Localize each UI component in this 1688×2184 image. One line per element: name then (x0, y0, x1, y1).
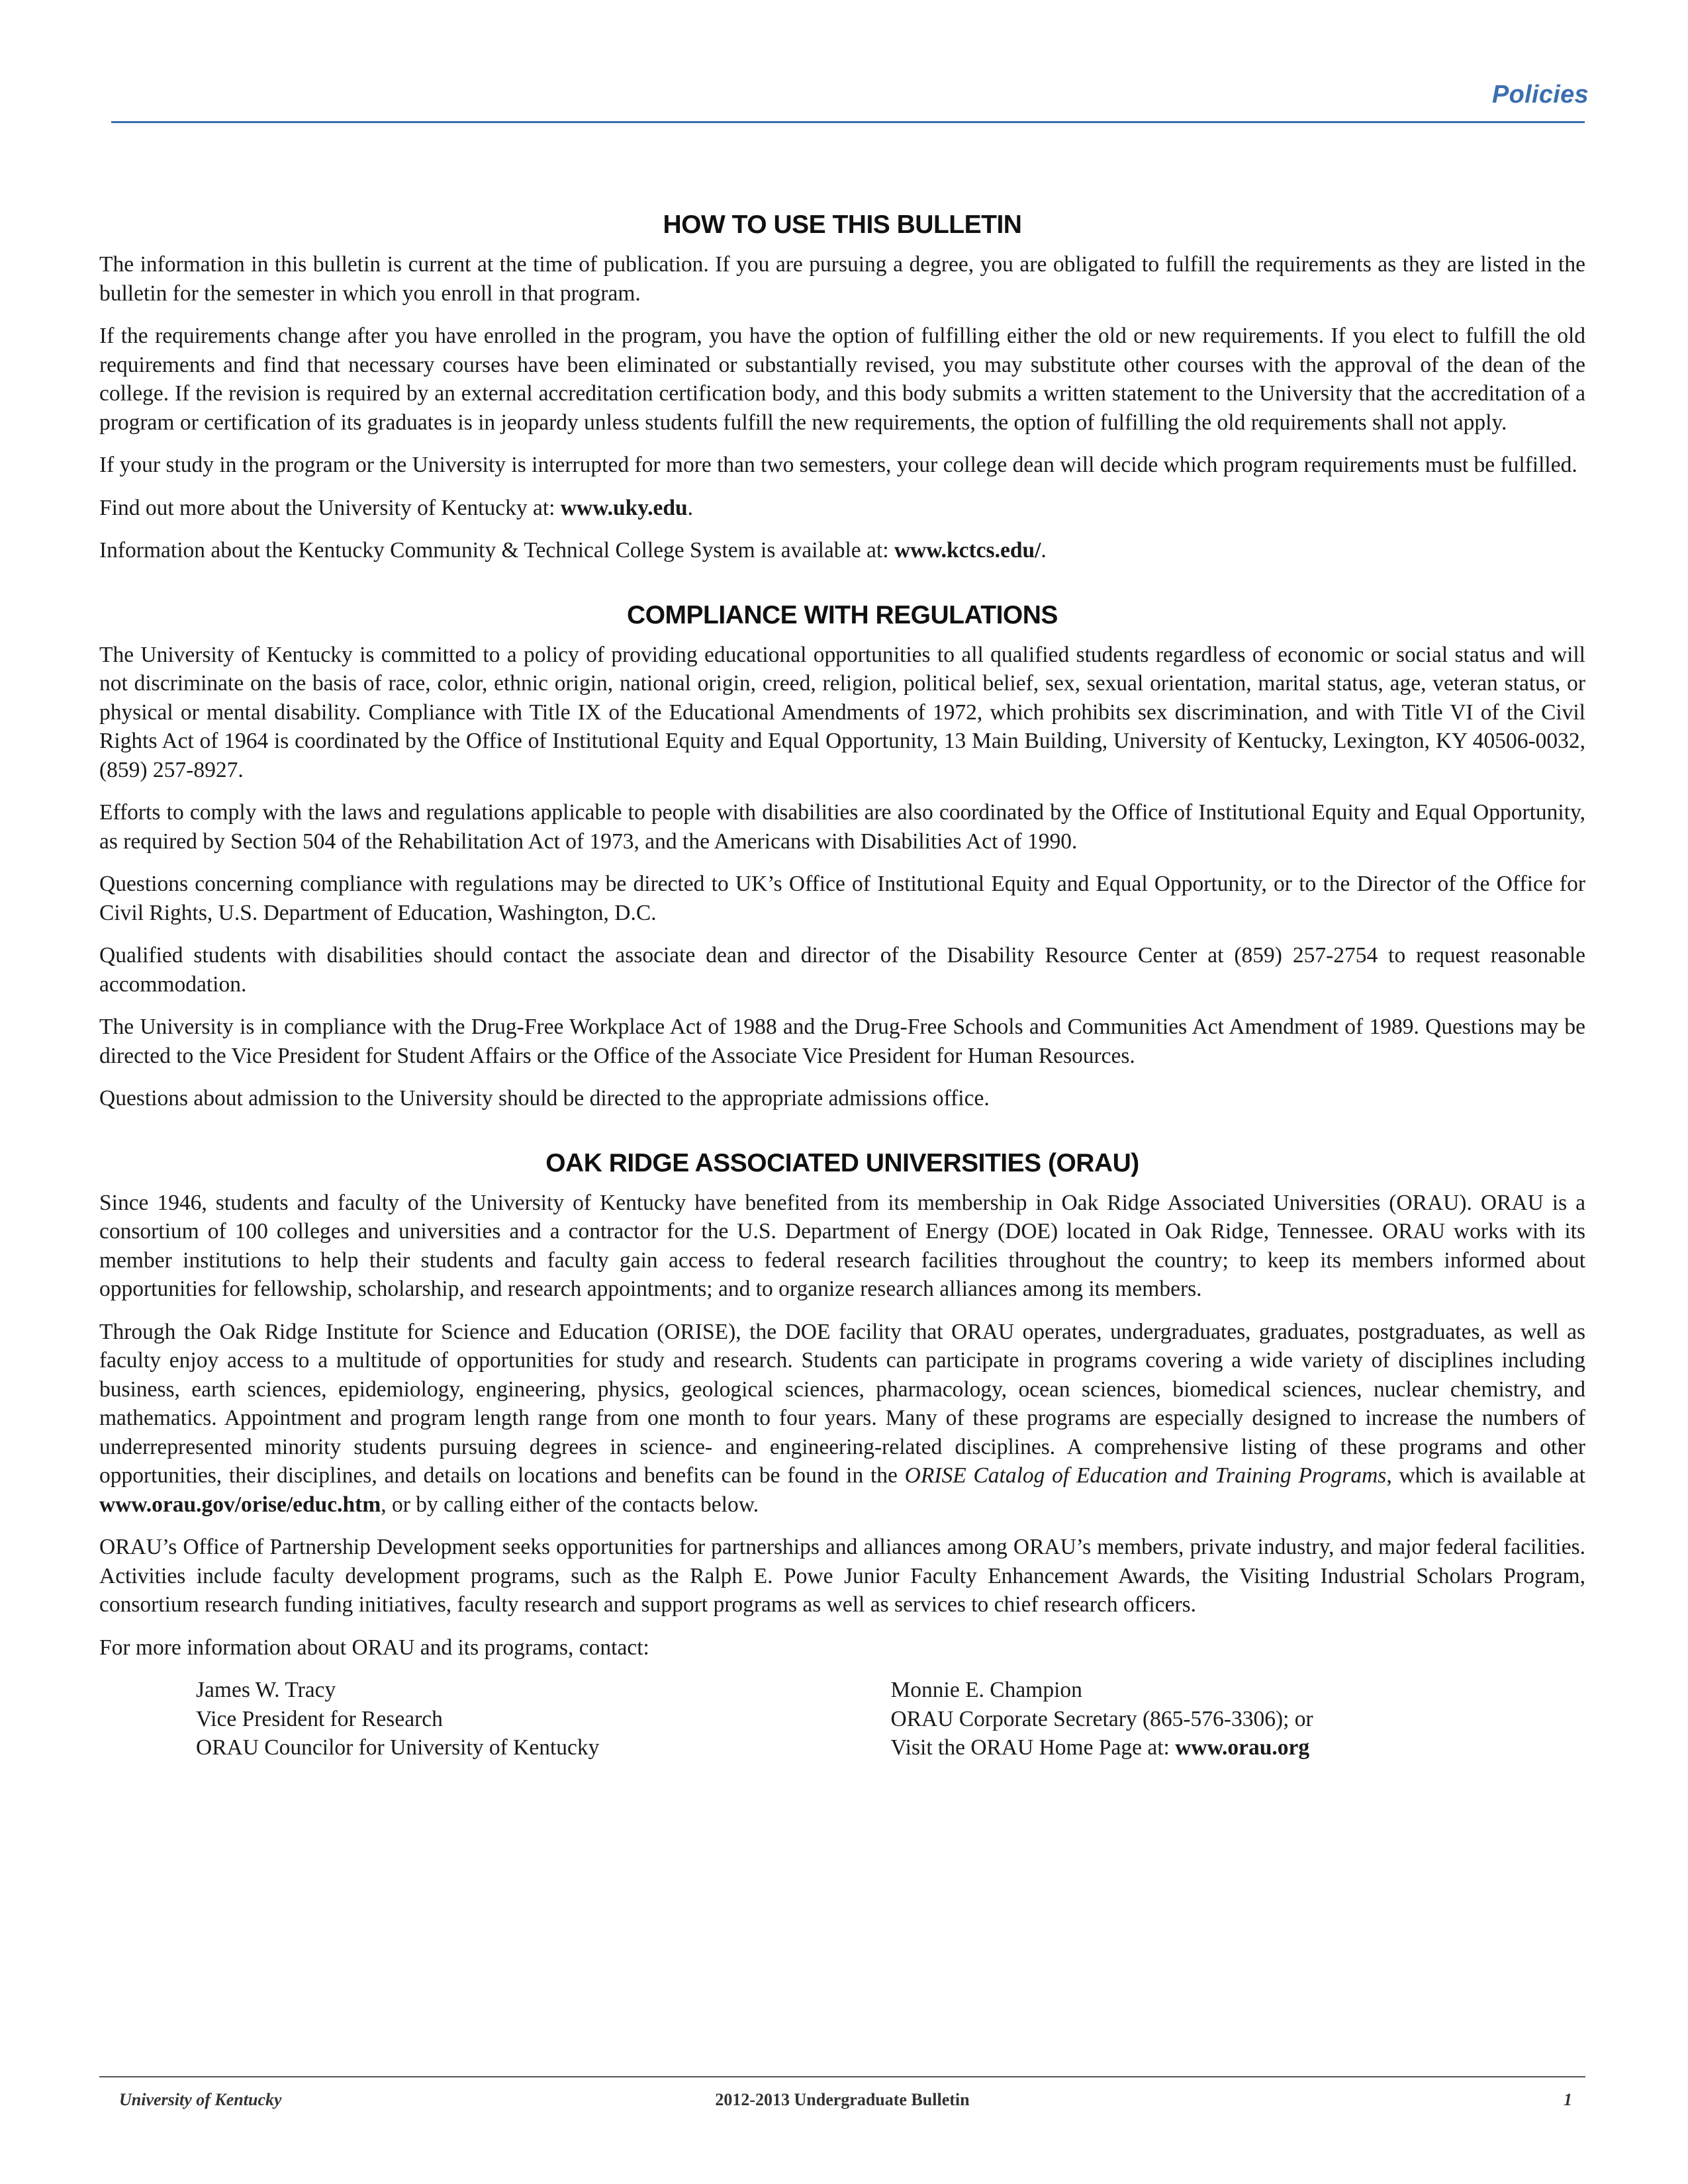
paragraph: For more information about ORAU and its programs, contact: (99, 1635, 649, 1660)
paragraph: Qualified students with disabilities should contact the associate dean and director of the Disability Resource Center at (859) 257-2754 to request reasonable accommodation. (99, 943, 1585, 997)
paragraph: Since 1946, students and faculty of the University of Kentucky have benefited from its membership in Oak Ridge Associated Universities (ORAU). ORAU is a consortium of 100 colleges and universities and a contractor for the U.S. Department of Energy (DOE) located in Oak Ridge, Tennessee. ORAU works with its member institutions to help their students and faculty gain access to federal research facilities throughout the country; to keep its members informed about opportunities for fellowship, scholarship, and research appointments; and to organize research alliances among its members. (99, 1190, 1585, 1301)
contact-left (196, 1676, 891, 1762)
paragraph: ORAU’s Office of Partnership Development seeks opportunities for partnerships and alliances among ORAU’s members, private industry, and major federal facilities. Activities include faculty development programs, such as the Ralph E. Powe Junior Faculty Enhancement Awards, the Visiting Industrial Scholars Program, consortium research funding initiatives, faculty research and support programs as well as services to chief research officers. (99, 1535, 1585, 1617)
contact-right (891, 1676, 1586, 1762)
section-heading-orau: OAK RIDGE ASSOCIATED UNIVERSITIES (ORAU) (545, 1148, 1139, 1177)
kctcs-website-link[interactable]: www.kctcs.edu/ (894, 538, 1041, 563)
contact-website-label: Visit the ORAU Home Page at: (890, 1735, 1176, 1760)
header-divider (111, 121, 1585, 123)
paragraph: The information in this bulletin is current at the time of publication. If you are pursuing a degree, you are obligated to fulfill the requirements as they are listed in the bulletin for the semester in which you enroll in that program. (99, 252, 1585, 306)
orise-website-link[interactable]: www.orau.gov/orise/educ.htm (99, 1492, 381, 1517)
orau-website-link[interactable]: www.orau.org (1175, 1735, 1310, 1760)
contact-name: Monnie E. Champion (890, 1678, 1082, 1702)
paragraph: The University is in compliance with the Drug-Free Workplace Act of 1988 and the Drug-Free Schools and Communities Act Amendment of 1989. Questions may be directed to the Vice President for Student Affairs or the Office of the Associate Vice President for Human Resources. (99, 1015, 1585, 1068)
footer-divider (99, 2076, 1585, 2077)
paragraph: If the requirements change after you have enrolled in the program, you have the option of fulfilling either the old or new requirements. If you elect to fulfill the old requirements and find that necessary courses have been eliminated or substantially revised, you may substitute other courses with the approval of the dean of the college. If the revision is required by an external accreditation certification body, and this body submits a written statement to the University that the accreditation of a program or certification of its graduates is in jeopardy unless students fulfill the new requirements, the option of fulfilling the old requirements shall not apply. (99, 324, 1585, 435)
orise-text: Through the Oak Ridge Institute for Science and Education (ORISE), the DOE facility that ORAU operates, undergraduates, graduates, postgraduates, as well as faculty enjoy access to a multitude of opportunities for study and research. Students can participate in programs covering a wide variety of disciplines including business, earth sciences, epidemiology, engineering, physics, geological sciences, pharmacology, ocean sciences, biomedical sciences, nuclear chemistry, and mathematics. Appointment and program length range from one month to four years. Many of these programs are especially designed to increase the numbers of underrepresented minority students pursuing degrees in science- and engineering-related disciplines. A comprehensive listing of these programs and other opportunities, their disciplines, and details on locations and benefits can be found in the (99, 1319, 1585, 1488)
page-number: 1 (1564, 2090, 1572, 2109)
contact-name: James W. Tracy (196, 1678, 336, 1702)
paragraph: The University of Kentucky is committed to a policy of providing educational opportunities to all qualified students regardless of economic or social status and will not discriminate on the basis of race, color, ethnic origin, national origin, creed, religion, political belief, sex, sexual orientation, marital status, age, veteran status, or physical or mental disability. Compliance with Title IX of the Educational Amendments of 1972, which prohibits sex discrimination, and with Title VI of the Civil Rights Act of 1964 is coordinated by the Office of Institutional Equity and Equal Opportunity, 13 Main Building, University of Kentucky, Lexington, KY 40506-0032, (859) 257-8927. (99, 642, 1585, 782)
paragraph: Questions concerning compliance with regulations may be directed to UK’s Office of Institutional Equity and Equal Opportunity, or to the Director of the Office for Civil Rights, U.S. Department of Education, Washington, D.C. (99, 872, 1585, 925)
footer-publication: 2012-2013 Undergraduate Bulletin (715, 2090, 970, 2109)
uk-link-label: Find out more about the University of Kentucky at: (99, 495, 561, 520)
contact-title: ORAU Corporate Secretary (865-576-3306); or (890, 1706, 1313, 1731)
orise-text-end: , or by calling either of the contacts below. (381, 1492, 759, 1517)
paragraph-orise (99, 1318, 1585, 1520)
footer-institution: University of Kentucky (119, 2090, 282, 2109)
orise-catalog-title: ORISE Catalog of Education and Training Programs (904, 1463, 1387, 1488)
kctcs-link-label: Information about the Kentucky Community & Technical College System is available at: (99, 538, 894, 563)
contacts-block (196, 1676, 1585, 1762)
page-section-title: Policies (1491, 81, 1589, 109)
section-heading-how-to-use: HOW TO USE THIS BULLETIN (663, 210, 1022, 239)
uk-website-link[interactable]: www.uky.edu (560, 495, 688, 520)
paragraph-uk-link: Find out more about the University of Kentucky at: www.uky.edu. (99, 495, 694, 520)
page-content (99, 209, 1585, 1762)
orise-text-cont: , which is available at (1386, 1463, 1585, 1488)
paragraph: If your study in the program or the University is interrupted for more than two semesters, your college dean will decide which program requirements must be fulfilled. (99, 453, 1577, 477)
contact-title: Vice President for Research (196, 1706, 443, 1731)
contact-role: ORAU Councilor for University of Kentucky (196, 1735, 600, 1760)
paragraph: Questions about admission to the University should be directed to the appropriate admissions office. (99, 1086, 990, 1111)
paragraph-kctcs-link: Information about the Kentucky Community & Technical College System is available at: www.kctcs.edu/. (99, 538, 1047, 563)
contact-website-line (891, 1733, 1586, 1762)
section-heading-compliance: COMPLIANCE WITH REGULATIONS (627, 600, 1058, 629)
paragraph: Efforts to comply with the laws and regulations applicable to people with disabilities are also coordinated by the Office of Institutional Equity and Equal Opportunity, as required by Section 504 of the Rehabilitation Act of 1973, and the Americans with Disabilities Act of 1990. (99, 800, 1585, 854)
